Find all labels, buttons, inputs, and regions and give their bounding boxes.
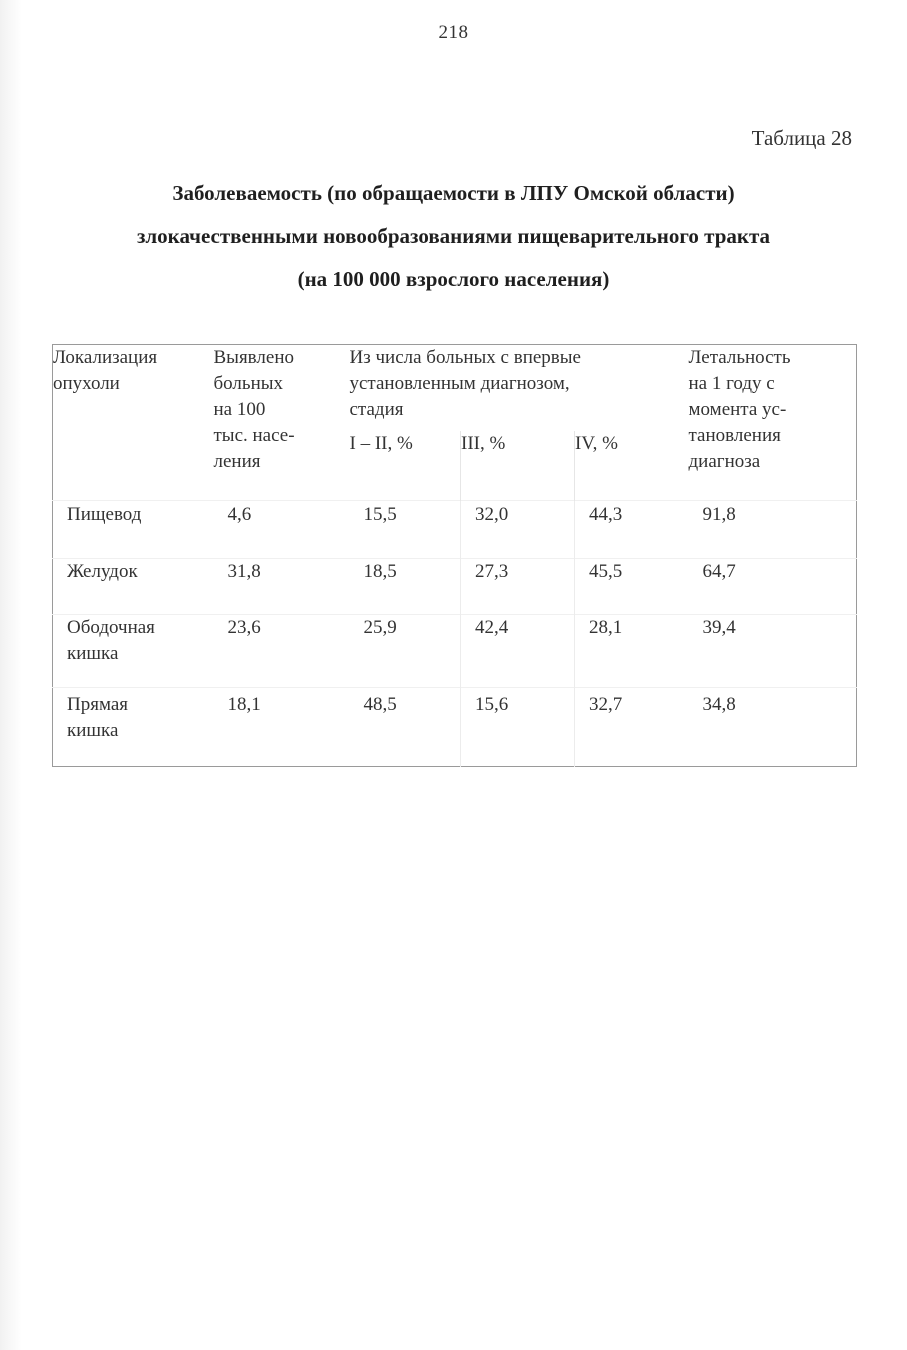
header-lethality-line: момента ус-: [688, 399, 787, 420]
header-lethality-line: на 1 году с: [688, 373, 775, 394]
cell-detected: 31,8: [214, 559, 350, 615]
cell-localization: Желудок: [53, 559, 214, 615]
title-line-1: Заболеваемость (по обращаемости в ЛПУ Омской области): [172, 181, 735, 205]
cell-lethality: 91,8: [689, 501, 857, 559]
header-stage-group: [350, 345, 689, 431]
header-lethality-line: тановления: [688, 425, 781, 446]
title-line-3: (на 100 000 взрослого населения): [297, 267, 610, 291]
header-lethality-line: Летальность: [688, 347, 791, 368]
cell-localization: [53, 688, 214, 767]
table-title: [0, 172, 907, 301]
table-row: [53, 688, 857, 767]
header-detected-line: тыс. насе-: [213, 425, 295, 446]
header-detected-line: больных: [213, 373, 283, 394]
cell-stage-1-2: 25,9: [350, 615, 461, 688]
header-group-line: установленным диагнозом,: [349, 373, 570, 394]
cell-stage-4: 32,7: [575, 688, 689, 767]
cell-lethality: 39,4: [689, 615, 857, 688]
header-localization-line: Локализация: [53, 347, 158, 368]
table-header: [53, 345, 857, 501]
table-row: [53, 501, 857, 559]
cell-stage-3: 32,0: [461, 501, 575, 559]
header-detected-line: ления: [213, 451, 261, 472]
cell-stage-4: 44,3: [575, 501, 689, 559]
cell-stage-4: 28,1: [575, 615, 689, 688]
cell-detected: 23,6: [214, 615, 350, 688]
header-group-line: Из числа больных с впервые: [349, 347, 581, 368]
table-row: [53, 615, 857, 688]
header-detected-line: на 100: [213, 399, 266, 420]
cell-detected: 18,1: [214, 688, 350, 767]
cell-lethality: 64,7: [689, 559, 857, 615]
cell-stage-1-2: 18,5: [350, 559, 461, 615]
table-body: [53, 501, 857, 767]
cell-localization: [53, 615, 214, 688]
cell-stage-3: 42,4: [461, 615, 575, 688]
cell-stage-4: 45,5: [575, 559, 689, 615]
incidence-table: [52, 344, 857, 767]
header-stage-3: III, %: [461, 431, 575, 501]
header-lethality: [689, 345, 857, 501]
table-label: Таблица 28: [751, 126, 852, 150]
header-localization: [53, 345, 214, 501]
table-row: [53, 559, 857, 615]
cell-localization: Пищевод: [53, 501, 214, 559]
cell-stage-1-2: 15,5: [350, 501, 461, 559]
cell-localization-line: кишка: [67, 720, 119, 741]
cell-stage-3: 27,3: [461, 559, 575, 615]
cell-localization-line: Ободочная: [67, 617, 155, 638]
cell-localization-line: Прямая: [67, 694, 129, 715]
header-stage-4: IV, %: [575, 431, 689, 501]
header-localization-line: опухоли: [53, 373, 120, 394]
cell-stage-1-2: 48,5: [350, 688, 461, 767]
cell-detected: 4,6: [214, 501, 350, 559]
header-lethality-line: диагноза: [688, 451, 761, 472]
header-detected-line: Выявлено: [213, 347, 294, 368]
cell-stage-3: 15,6: [461, 688, 575, 767]
cell-localization-line: кишка: [67, 643, 119, 664]
header-row-1: [53, 345, 857, 431]
header-stage-1-2: I – II, %: [349, 432, 413, 454]
title-line-2: злокачественными новообразованиями пищеварительного тракта: [136, 224, 771, 248]
header-detected: [214, 345, 350, 501]
cell-lethality: 34,8: [689, 688, 857, 767]
page-number: 218: [438, 22, 469, 43]
header-group-line: стадия: [349, 399, 404, 420]
